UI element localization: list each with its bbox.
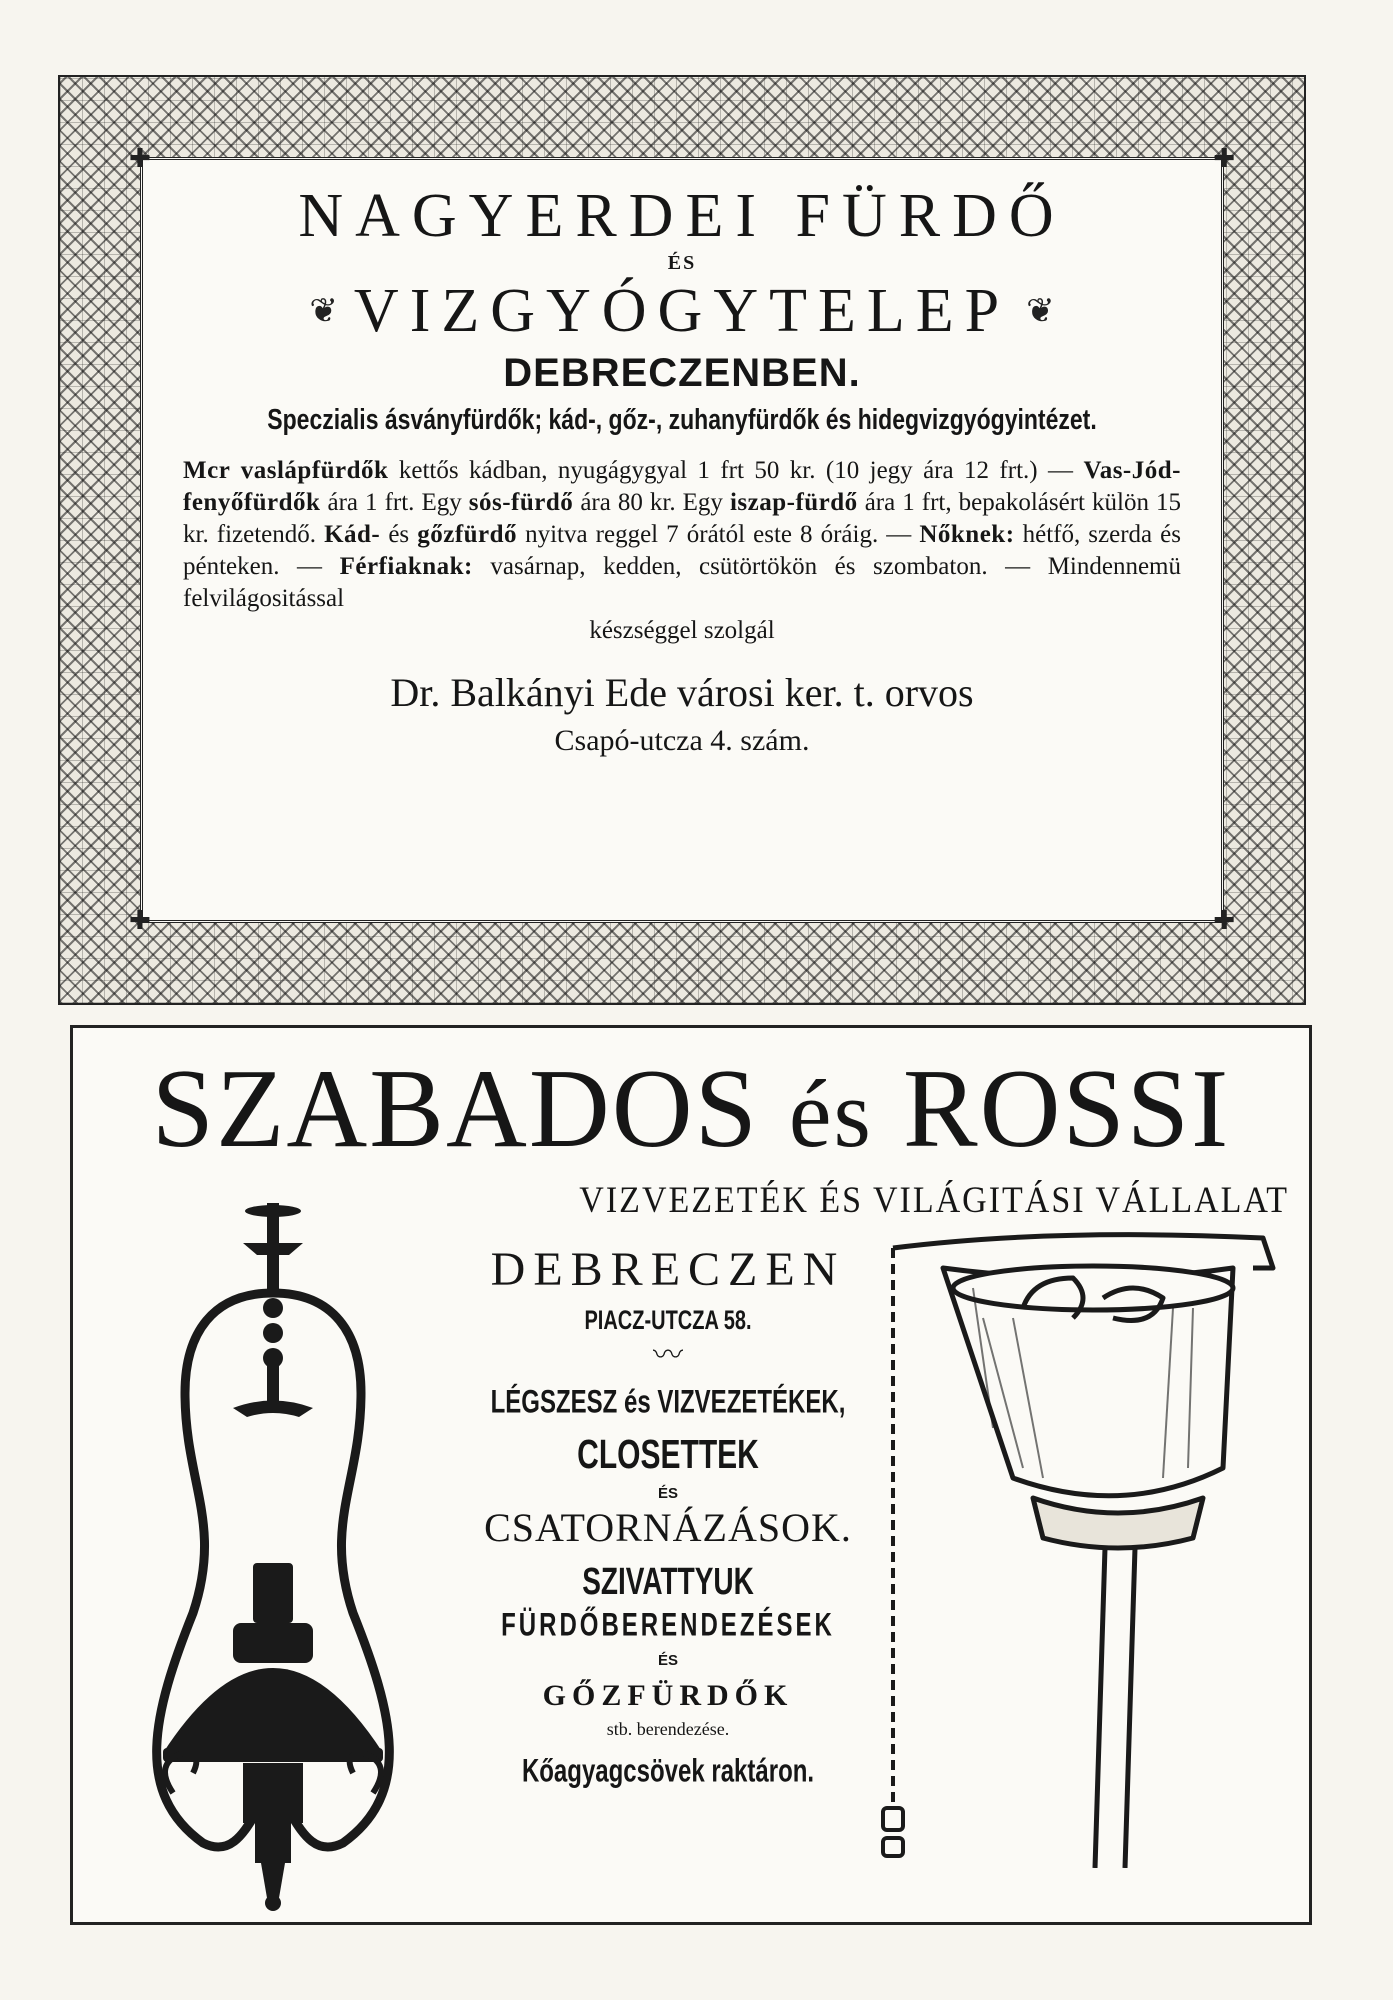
service-steam-baths: GŐZFÜRDŐK (542, 1679, 794, 1712)
installation-note: stb. berendezése. (606, 1719, 730, 1739)
bath-price-highlight: Vas-Jód-fenyőfürdők (183, 457, 1181, 517)
bath-doctor: Dr. Balkányi Ede városi ker. t. orvos (390, 670, 974, 716)
bath-price-text: ára 80 kr. Egy (573, 489, 730, 517)
corner-cross-icon: ✚ (1213, 144, 1235, 174)
hanging-lamp-icon (93, 1193, 453, 1913)
bath-subtitle-row (143, 277, 1221, 345)
corner-cross-icon: ✚ (1213, 906, 1235, 936)
bath-price-highlight: Mcr vaslápfürdők (183, 457, 389, 485)
bath-ad-panel (129, 144, 1235, 936)
bath-conjunction: ÉS (667, 252, 697, 275)
bath-price-text: és (380, 521, 418, 549)
bath-price-highlight: sós-fürdő (468, 489, 574, 517)
bath-price-text: ára 1 frt, bepakolásért külön 15 kr. fizetendő. (183, 489, 1182, 549)
closet-cistern-icon (873, 1228, 1293, 1868)
bath-price-highlight: Férfiaknak: (339, 553, 473, 581)
bath-price-text: hétfő, szerda és pénteken. — (183, 521, 1181, 581)
plumbing-street: PIACZ-UTCZA 58. (584, 1305, 752, 1336)
service-conjunction: ÉS (657, 1652, 678, 1669)
bath-price-text: nyitva reggel 7 órától este 8 óráig. — (517, 521, 920, 549)
plumbing-advertisement (70, 1025, 1312, 1925)
service-sewerage: CSATORNÁZÁSOK. (484, 1505, 852, 1550)
bath-title: NAGYERDEI FÜRDŐ (298, 182, 1066, 250)
bath-price-text: kettős kádban, nyugágygyal 1 frt 50 kr. (10 jegy ára 12 frt.) — (388, 457, 1084, 485)
bath-address: Csapó-utcza 4. szám. (554, 724, 810, 758)
service-gas-water: LÉGSZESZ és VIZVEZETÉKEK, (490, 1384, 846, 1421)
bath-price-highlight: Nőknek: (919, 521, 1015, 549)
bath-city: DEBRECZENBEN. (503, 351, 861, 396)
company-name-and: és (788, 1060, 873, 1167)
service-closets: CLOSETTEK (577, 1433, 759, 1478)
bath-prices-text (183, 455, 1181, 647)
service-conjunction: ÉS (657, 1485, 678, 1502)
bath-price-text: vasárnap, kedden, csütörtökön és szombaton. — Mindennemü felvilágositással (183, 553, 1182, 613)
corner-cross-icon: ✚ (129, 906, 151, 936)
bath-price-highlight: gőzfürdő (417, 521, 518, 549)
services-column (463, 1243, 873, 1790)
bath-advertisement (58, 75, 1306, 1005)
bath-price-text: ára 1 frt. Egy (320, 489, 469, 517)
service-pumps: SZIVATTYUK (582, 1560, 754, 1603)
service-bath-fittings: FÜRDŐBERENDEZÉSEK (501, 1607, 835, 1644)
bath-price-highlight: Kád- (324, 521, 381, 549)
leaf-ornament-icon: ❦ (309, 291, 338, 332)
leaf-ornament-icon: ❦ (1026, 291, 1055, 332)
company-name-second: ROSSI (902, 1047, 1231, 1171)
stoneware-stock: Kőagyagcsövek raktáron. (521, 1753, 815, 1790)
plumbing-city: DEBRECZEN (490, 1243, 846, 1296)
company-description: VIZVEZETÉK ÉS VILÁGITÁSI VÁLLALAT (579, 1180, 1289, 1221)
bath-price-highlight: iszap-fürdő (729, 489, 858, 517)
company-title (73, 1048, 1309, 1171)
corner-cross-icon: ✚ (129, 144, 151, 174)
wave-ornament-icon: 〰 (653, 1338, 683, 1373)
bath-specialties: Speczialis ásványfürdők; kád-, gőz-, zuhanyfürdők és hidegvizgyógyintézet. (267, 403, 1097, 436)
bath-subtitle: VIZGYÓGYTELEP (353, 277, 1011, 346)
company-name-first: SZABADOS (151, 1047, 759, 1171)
bath-prices-closing: készséggel szolgál (589, 617, 775, 645)
